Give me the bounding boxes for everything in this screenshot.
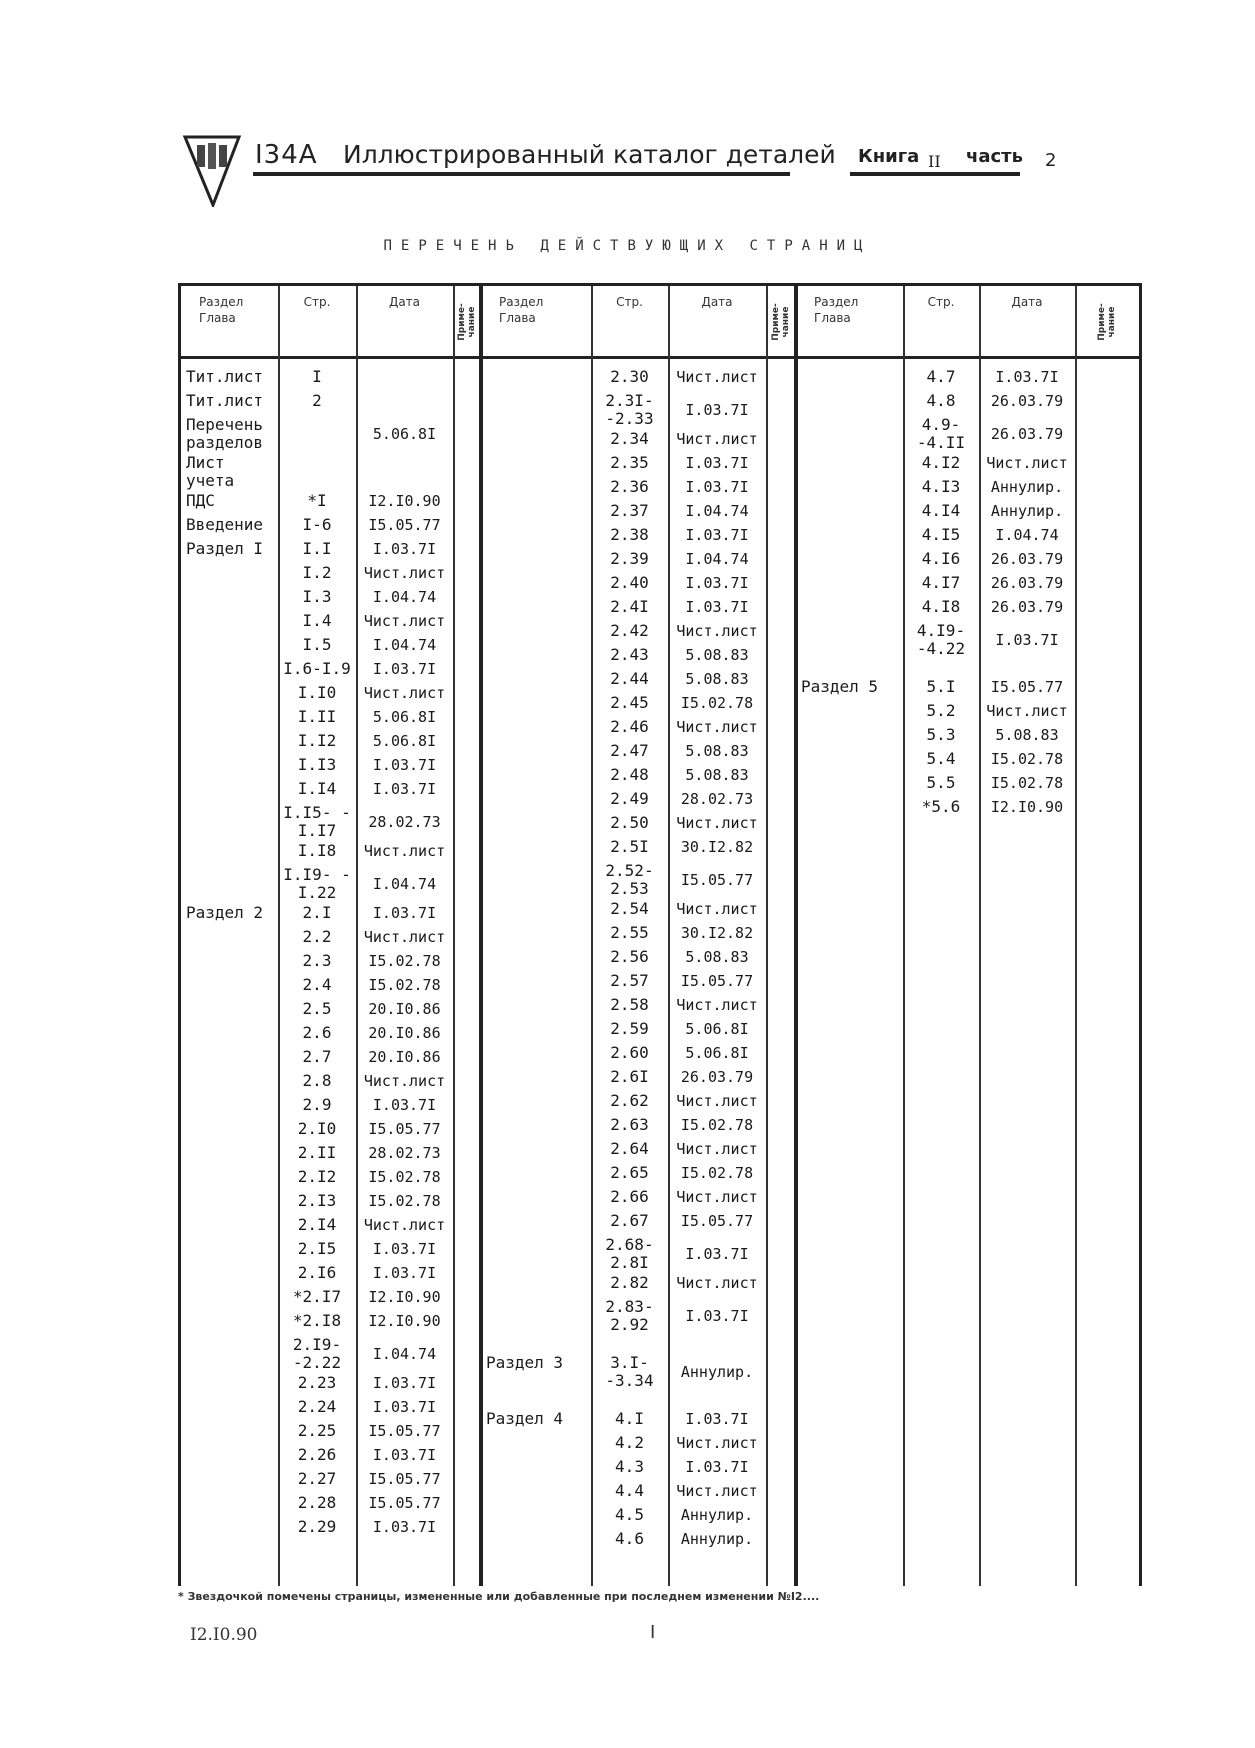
row-date: I.03.7I xyxy=(685,1245,749,1263)
row-date: 5.06.8I xyxy=(372,425,437,443)
row-date: I.03.7I xyxy=(685,526,749,544)
row-date: I.03.7I xyxy=(685,1458,749,1476)
row-page: 2.62 xyxy=(610,1091,649,1110)
row-date: I5.05.77 xyxy=(368,1470,441,1488)
row-page: 4.2 xyxy=(615,1433,644,1452)
row-page: 2.25 xyxy=(297,1421,337,1440)
catalog-code: I34A xyxy=(255,140,318,170)
row-page: 2.66 xyxy=(610,1187,649,1206)
row-page: 2.4I xyxy=(610,597,649,616)
row-page: 2.38 xyxy=(610,525,649,544)
row-page: 2.30 xyxy=(610,367,649,386)
row-date: I5.05.77 xyxy=(368,1422,441,1440)
row-section: Лист учета xyxy=(186,453,235,490)
row-page: 4.I5 xyxy=(921,525,961,544)
page-number: I xyxy=(650,1622,656,1643)
row-page: I.I4 xyxy=(297,779,337,798)
row-page: 5.2 xyxy=(926,701,956,720)
row-date: I5.02.78 xyxy=(990,774,1064,792)
row-date: 5.08.83 xyxy=(995,726,1059,744)
row-page: 2.42 xyxy=(610,621,649,640)
row-section: Раздел 5 xyxy=(801,677,879,696)
row-page: I.II xyxy=(297,707,337,726)
row-date: I5.02.78 xyxy=(680,1116,754,1134)
row-date: I.04.74 xyxy=(372,875,437,893)
row-page: I.3 xyxy=(302,587,332,606)
footnote: * Звездочкой помечены страницы, измененные или добавленные при последнем изменении №I2.... xyxy=(178,1590,820,1603)
row-date: I.03.7I xyxy=(995,631,1059,649)
row-date: Чист.лист xyxy=(676,814,758,832)
row-date: I.03.7I xyxy=(685,574,749,592)
row-date: Чист.лист xyxy=(363,1216,446,1234)
row-page: 2.39 xyxy=(610,549,649,568)
row-page: I xyxy=(312,367,322,386)
row-page: I.I xyxy=(302,539,332,558)
row-page: 2.45 xyxy=(610,693,649,712)
header-note-line1: Приме- xyxy=(1097,303,1107,341)
row-page: 4.6 xyxy=(615,1529,644,1548)
document-heading: ПЕРЕЧЕНЬ ДЕЙСТВУЮЩИХ СТРАНИЦ xyxy=(383,238,872,254)
row-date: I5.05.77 xyxy=(990,678,1064,696)
row-date: Чист.лист xyxy=(986,702,1068,720)
row-section: ПДС xyxy=(186,491,215,510)
row-page: 4.I8 xyxy=(921,597,961,616)
row-date: I.03.7I xyxy=(372,1096,437,1114)
row-page: 2.6 xyxy=(302,1023,332,1042)
row-date: I.03.7I xyxy=(372,1446,437,1464)
row-date: I.04.74 xyxy=(995,526,1059,544)
row-section: Тит.лист xyxy=(186,367,264,386)
row-page: 2.82 xyxy=(610,1273,649,1292)
book-number: II xyxy=(928,152,941,171)
row-date: 26.03.79 xyxy=(990,550,1064,568)
row-page: 2.3 xyxy=(302,951,332,970)
row-page: 2.46 xyxy=(610,717,649,736)
row-date: 20.I0.86 xyxy=(368,1000,441,1018)
row-date: Аннулир. xyxy=(990,478,1064,496)
row-page: 2.28 xyxy=(297,1493,337,1512)
row-section: Перечень разделов xyxy=(186,415,264,452)
row-date: 30.I2.82 xyxy=(680,924,754,942)
row-date: I.03.7I xyxy=(995,368,1059,386)
row-page: 2.27 xyxy=(297,1469,337,1488)
row-date: Аннулир. xyxy=(680,1530,754,1548)
row-page: 4.3 xyxy=(615,1457,644,1476)
row-page: 4.8 xyxy=(926,391,956,410)
row-date: I.03.7I xyxy=(372,904,437,922)
row-date: 5.06.8I xyxy=(685,1020,749,1038)
row-date: I5.02.78 xyxy=(680,694,754,712)
row-page: I.I9- -I.22 xyxy=(283,865,351,902)
row-page: 2.35 xyxy=(610,453,649,472)
row-page: 4.4 xyxy=(615,1481,644,1500)
row-page: 2.43 xyxy=(610,645,649,664)
row-page: 2.4 xyxy=(302,975,332,994)
row-date: Чист.лист xyxy=(676,1092,758,1110)
row-page: 2.57 xyxy=(610,971,649,990)
row-page: 2.48 xyxy=(610,765,649,784)
row-date: Чист.лист xyxy=(676,996,758,1014)
row-page: 2.44 xyxy=(610,669,649,688)
row-date: I.03.7I xyxy=(685,478,749,496)
header-date: Дата xyxy=(701,295,733,309)
column-divider xyxy=(453,286,455,1586)
row-page: 4.I xyxy=(615,1409,644,1428)
row-page: 5.3 xyxy=(926,725,956,744)
row-page: 2.59 xyxy=(610,1019,649,1038)
part-number: 2 xyxy=(1045,150,1057,171)
row-date: I.03.7I xyxy=(372,780,437,798)
row-date: 28.02.73 xyxy=(680,790,754,808)
row-page: 2.63 xyxy=(610,1115,649,1134)
row-date: I.03.7I xyxy=(685,454,749,472)
row-page: I.I8 xyxy=(297,841,337,860)
row-date: Чист.лист xyxy=(363,612,446,630)
row-page: I.I2 xyxy=(297,731,337,750)
footer-date: I2.I0.90 xyxy=(190,1625,258,1645)
row-page: 5.4 xyxy=(926,749,956,768)
row-date: I5.02.78 xyxy=(368,1168,441,1186)
row-page: 2.23 xyxy=(297,1373,337,1392)
row-section: Введение xyxy=(186,515,264,534)
row-page: *2.I7 xyxy=(292,1287,342,1306)
row-page: *I xyxy=(307,491,327,510)
header-section-line2: Глава xyxy=(499,311,536,325)
row-page: I.I3 xyxy=(297,755,337,774)
header-section-line1: Раздел xyxy=(814,295,859,309)
row-date: I5.05.77 xyxy=(680,1212,754,1230)
row-page: 4.I2 xyxy=(921,453,961,472)
row-page: 2.I4 xyxy=(297,1215,337,1234)
row-page: 2.I xyxy=(302,903,332,922)
row-date: I5.05.77 xyxy=(368,516,441,534)
header-section-line1: Раздел xyxy=(199,295,244,309)
row-date: Чист.лист xyxy=(676,622,758,640)
row-date: 5.06.8I xyxy=(685,1044,749,1062)
row-date: I5.05.77 xyxy=(680,871,754,889)
row-date: I.04.74 xyxy=(685,502,749,520)
row-date: I5.02.78 xyxy=(368,952,441,970)
header-note-line2: чание xyxy=(467,306,477,338)
row-page: 2.52- 2.53 xyxy=(605,861,654,898)
triangle-emblem-icon xyxy=(183,135,241,207)
row-date: Аннулир. xyxy=(680,1363,754,1381)
row-date: I.03.7I xyxy=(372,756,437,774)
row-page: *5.6 xyxy=(921,797,961,816)
row-date: I2.I0.90 xyxy=(368,1288,441,1306)
row-section: Тит.лист xyxy=(186,391,264,410)
row-date: Чист.лист xyxy=(363,842,446,860)
row-page: 2.83- 2.92 xyxy=(605,1297,654,1334)
book-label: Книга xyxy=(858,146,920,167)
row-date: I2.I0.90 xyxy=(368,492,441,510)
row-page: 4.9- -4.II xyxy=(916,415,966,452)
row-date: 5.08.83 xyxy=(685,742,749,760)
header-section xyxy=(499,294,543,326)
row-page: 2.II xyxy=(297,1143,337,1162)
row-section: Раздел 3 xyxy=(486,1353,564,1372)
row-page: I-6 xyxy=(302,515,332,534)
row-page: 2.58 xyxy=(610,995,649,1014)
row-page: 2.7 xyxy=(302,1047,332,1066)
row-page: 2.56 xyxy=(610,947,649,966)
header-section-line1: Раздел xyxy=(499,295,544,309)
active-pages-table xyxy=(178,283,1142,1586)
row-date: I.03.7I xyxy=(372,1518,437,1536)
row-page: 2.5 xyxy=(302,999,332,1018)
row-page: 2.3I- -2.33 xyxy=(605,391,654,428)
row-page: 2.I9- -2.22 xyxy=(292,1335,342,1372)
book-underline xyxy=(850,172,1020,176)
header-section-line2: Глава xyxy=(814,311,851,325)
row-date: I5.02.78 xyxy=(990,750,1064,768)
row-date: I.03.7I xyxy=(685,401,749,419)
row-date: I.03.7I xyxy=(372,540,437,558)
row-date: 28.02.73 xyxy=(368,813,441,831)
row-date: Чист.лист xyxy=(676,368,758,386)
row-page: 2.9 xyxy=(302,1095,332,1114)
row-page: 2.29 xyxy=(297,1517,337,1536)
row-date: I5.05.77 xyxy=(680,972,754,990)
row-page: 2.49 xyxy=(610,789,649,808)
column-divider xyxy=(766,286,768,1586)
row-date: I.04.74 xyxy=(372,588,437,606)
row-page: 2.I6 xyxy=(297,1263,337,1282)
row-date: I5.02.78 xyxy=(368,976,441,994)
row-page: 2.34 xyxy=(610,429,649,448)
row-page: 2.47 xyxy=(610,741,649,760)
row-date: I.03.7I xyxy=(372,660,437,678)
block-divider xyxy=(479,286,483,1586)
row-page: 2 xyxy=(312,391,322,410)
row-date: Чист.лист xyxy=(676,1140,758,1158)
row-page: I.5 xyxy=(302,635,332,654)
row-page: I.4 xyxy=(302,611,332,630)
row-page: 3.I- -3.34 xyxy=(605,1353,654,1390)
row-date: Аннулир. xyxy=(990,502,1064,520)
row-date: I.04.74 xyxy=(372,636,437,654)
row-page: 2.I5 xyxy=(297,1239,337,1258)
row-date: I2.I0.90 xyxy=(990,798,1064,816)
row-date: 5.08.83 xyxy=(685,646,749,664)
row-date: Аннулир. xyxy=(680,1506,754,1524)
row-date: 26.03.79 xyxy=(990,425,1064,443)
header-section-line2: Глава xyxy=(199,311,236,325)
row-page: 2.37 xyxy=(610,501,649,520)
header-section xyxy=(814,294,858,326)
row-date: 28.02.73 xyxy=(368,1144,441,1162)
header-section xyxy=(199,294,243,326)
row-page: 4.7 xyxy=(926,367,956,386)
header-note xyxy=(1097,292,1117,352)
title-underline xyxy=(253,172,790,176)
row-page: 2.26 xyxy=(297,1445,337,1464)
row-page: 2.40 xyxy=(610,573,649,592)
row-section: Раздел I xyxy=(186,539,264,558)
row-date: 26.03.79 xyxy=(990,598,1064,616)
row-date: I2.I0.90 xyxy=(368,1312,441,1330)
row-page: 2.36 xyxy=(610,477,649,496)
row-date: 20.I0.86 xyxy=(368,1024,441,1042)
row-date: 26.03.79 xyxy=(990,392,1064,410)
row-date: 26.03.79 xyxy=(990,574,1064,592)
row-page: 2.I0 xyxy=(297,1119,337,1138)
row-page: 4.I7 xyxy=(921,573,961,592)
row-page: 2.54 xyxy=(610,899,649,918)
row-page: 2.6I xyxy=(610,1067,649,1086)
row-date: I.03.7I xyxy=(685,1307,749,1325)
catalog-title: Иллюстрированный каталог деталей xyxy=(343,140,836,169)
row-date: 5.08.83 xyxy=(685,766,749,784)
row-page: 4.I9- -4.22 xyxy=(916,621,966,658)
row-date: I.04.74 xyxy=(685,550,749,568)
header-note-line2: чание xyxy=(781,306,791,338)
row-page: 2.24 xyxy=(297,1397,337,1416)
row-date: I.04.74 xyxy=(372,1345,437,1363)
row-page: 4.I3 xyxy=(921,477,961,496)
header-page: Стр. xyxy=(927,295,955,309)
row-page: 2.50 xyxy=(610,813,649,832)
row-date: I.03.7I xyxy=(372,1398,437,1416)
row-date: I5.05.77 xyxy=(368,1494,441,1512)
header-date: Дата xyxy=(388,295,421,309)
row-page: 2.8 xyxy=(302,1071,332,1090)
row-date: I.03.7I xyxy=(685,1410,749,1428)
row-section: Раздел 4 xyxy=(486,1409,564,1428)
row-date: 5.06.8I xyxy=(372,708,437,726)
row-date: 5.08.83 xyxy=(685,670,749,688)
row-page: 2.5I xyxy=(610,837,649,856)
row-date: I.03.7I xyxy=(372,1374,437,1392)
row-date: Чист.лист xyxy=(986,454,1068,472)
row-page: 4.I6 xyxy=(921,549,961,568)
part-label: часть xyxy=(966,146,1023,167)
block-divider xyxy=(794,286,798,1586)
row-page: I.I5- -I.I7 xyxy=(283,803,351,840)
row-page: 2.I2 xyxy=(297,1167,337,1186)
row-date: Чист.лист xyxy=(676,1434,758,1452)
row-date: Чист.лист xyxy=(363,564,446,582)
row-date: Чист.лист xyxy=(676,1274,758,1292)
row-page: 2.68- 2.8I xyxy=(605,1235,654,1272)
row-date: Чист.лист xyxy=(363,1072,446,1090)
row-page: I.2 xyxy=(302,563,332,582)
row-page: 5.I xyxy=(926,677,956,696)
row-page: *2.I8 xyxy=(292,1311,342,1330)
header-page: Стр. xyxy=(303,295,331,309)
row-page: 5.5 xyxy=(926,773,956,792)
row-page: 2.60 xyxy=(610,1043,649,1062)
row-page: I.I0 xyxy=(297,683,337,702)
header-divider xyxy=(181,356,1139,359)
header-note xyxy=(771,292,791,352)
row-page: 2.2 xyxy=(302,927,332,946)
header-note-line1: Приме- xyxy=(457,303,467,341)
header-note xyxy=(457,292,477,352)
header-note-line2: чание xyxy=(1107,306,1117,338)
row-page: 2.I3 xyxy=(297,1191,337,1210)
row-date: Чист.лист xyxy=(676,430,758,448)
row-date: 30.I2.82 xyxy=(680,838,754,856)
row-section: Раздел 2 xyxy=(186,903,264,922)
row-date: Чист.лист xyxy=(363,684,446,702)
row-date: I.03.7I xyxy=(372,1264,437,1282)
row-date: I5.05.77 xyxy=(368,1120,441,1138)
row-page: 2.67 xyxy=(610,1211,649,1230)
row-page: 4.5 xyxy=(615,1505,644,1524)
header-page: Стр. xyxy=(616,295,643,309)
row-date: 5.06.8I xyxy=(372,732,437,750)
row-date: Чист.лист xyxy=(676,900,758,918)
row-page: 2.64 xyxy=(610,1139,649,1158)
row-page: I.6-I.9 xyxy=(283,659,351,678)
row-date: I5.02.78 xyxy=(680,1164,754,1182)
column-divider xyxy=(1075,286,1077,1586)
row-date: Чист.лист xyxy=(363,928,446,946)
row-date: 26.03.79 xyxy=(680,1068,754,1086)
row-date: Чист.лист xyxy=(676,1188,758,1206)
row-date: I5.02.78 xyxy=(368,1192,441,1210)
row-page: 2.55 xyxy=(610,923,649,942)
header-note-line1: Приме- xyxy=(771,303,781,341)
row-date: 5.08.83 xyxy=(685,948,749,966)
header-date: Дата xyxy=(1011,295,1043,309)
row-date: Чист.лист xyxy=(676,718,758,736)
row-date: I.03.7I xyxy=(685,598,749,616)
row-date: I.03.7I xyxy=(372,1240,437,1258)
row-page: 2.65 xyxy=(610,1163,649,1182)
row-page: 4.I4 xyxy=(921,501,961,520)
row-date: 20.I0.86 xyxy=(368,1048,441,1066)
row-date: Чист.лист xyxy=(676,1482,758,1500)
